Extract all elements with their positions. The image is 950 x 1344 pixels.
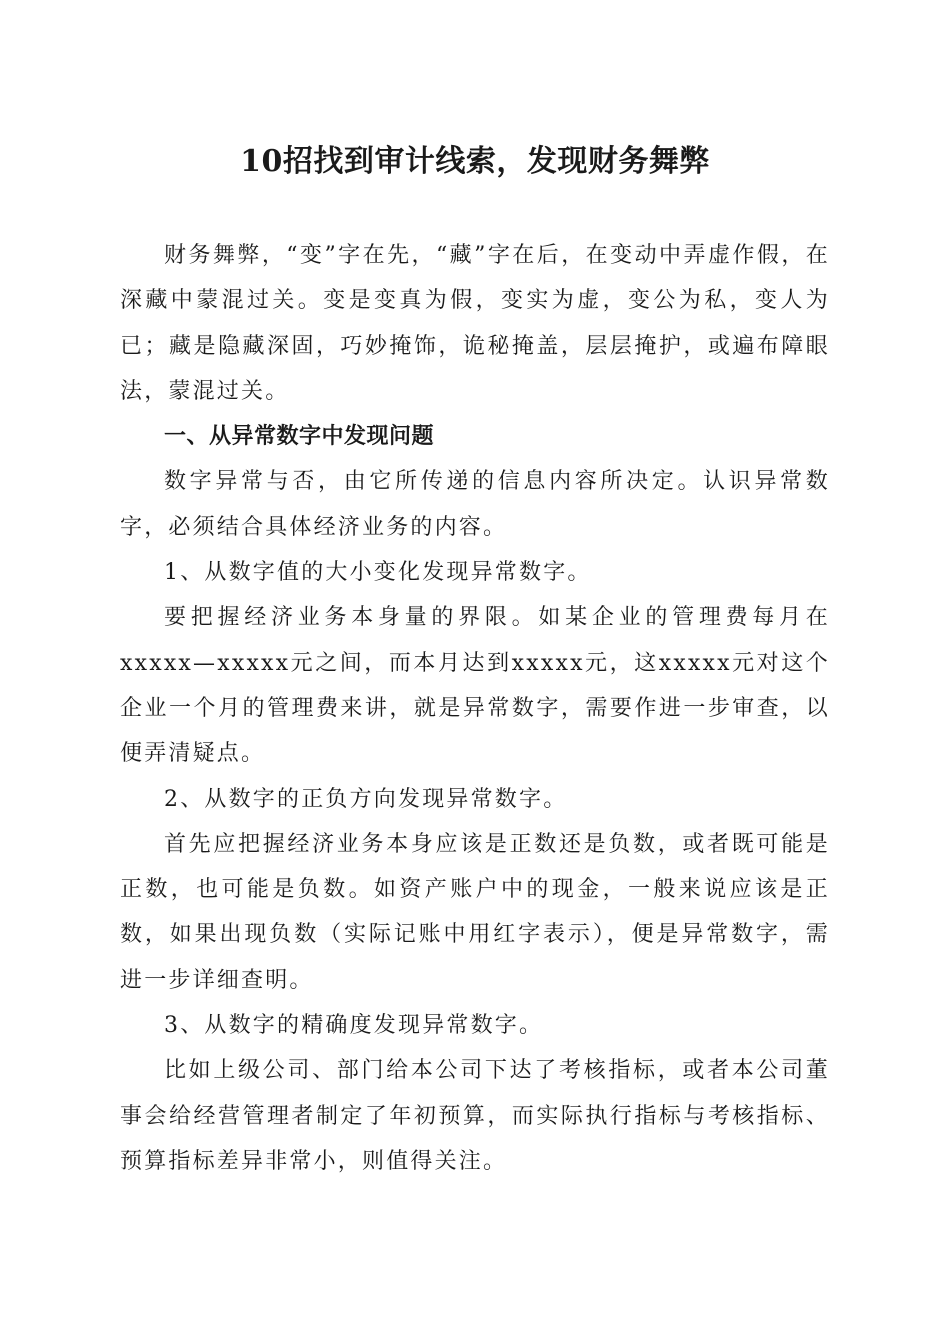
paragraph-magnitude: 要把握经济业务本身量的界限。如某企业的管理费每月在xxxxx—xxxxx元之间，而本月达到xxxxx元，这xxxxx元对这个企业一个月的管理费来讲，就是异常数字，需要作进一步审查，以便弄清疑点。 [120,605,830,767]
document-body [120,233,830,1184]
paragraph-abnormal-numbers: 数字异常与否，由它所传递的信息内容所决定。认识异常数字，必须结合具体经济业务的内容。 [120,469,830,540]
section-heading-1: 一、从异常数字中发现问题 [164,423,435,450]
paragraph-intro: 财务舞弊，“变”字在先，“藏”字在后，在变动中弄虚作假，在深藏中蒙混过关。变是变真为假，变实为虚，变公为私，变人为已；藏是隐藏深固，巧妙掩饰，诡秘掩盖，层层掩护，或遍布障眼法，蒙混过关。 [120,243,830,404]
document-title: 10招找到审计线索，发现财务舞弊 [240,144,710,179]
subheading-2: 2、从数字的正负方向发现异常数字。 [164,786,568,812]
paragraph-precision: 比如上级公司、部门给本公司下达了考核指标，或者本公司董事会给经营管理者制定了年初预算，而实际执行指标与考核指标、预算指标差异非常小，则值得关注。 [120,1058,830,1174]
subheading-3: 3、从数字的精确度发现异常数字。 [164,1013,544,1039]
paragraph-sign: 首先应把握经济业务本身应该是正数还是负数，或者既可能是正数，也可能是负数。如资产账户中的现金，一般来说应该是正数，如果出现负数（实际记账中用红字表示），便是异常数字，需进一步详细查明。 [120,831,830,993]
subheading-1: 1、从数字值的大小变化发现异常数字。 [164,560,592,586]
